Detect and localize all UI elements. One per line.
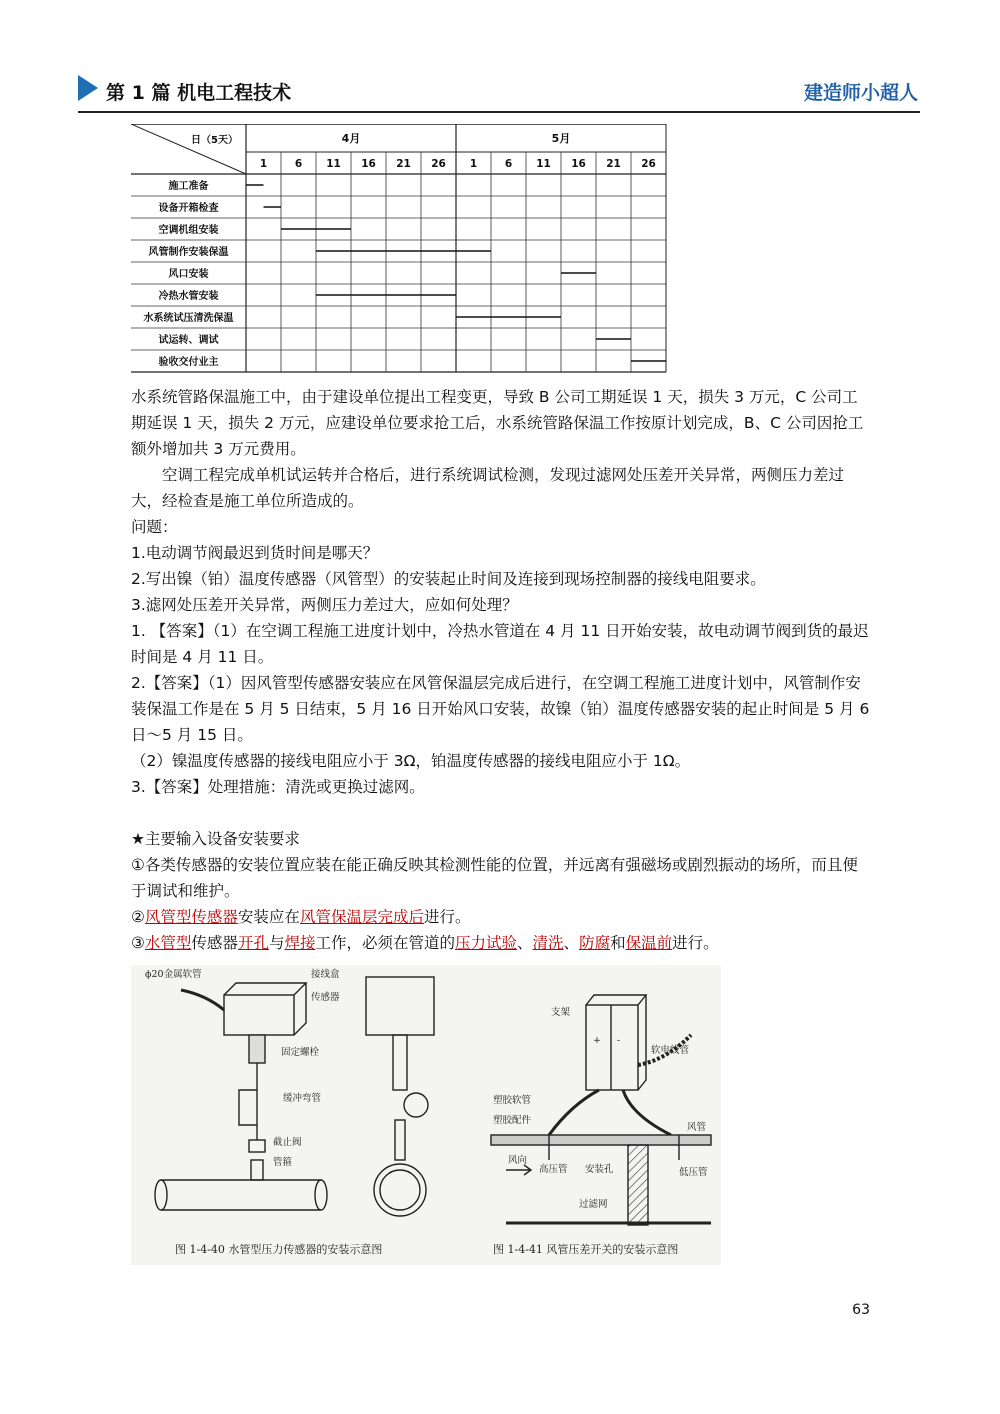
month-label: 5月 — [551, 132, 571, 145]
answer-2: 2.【答案】（1）因风管型传感器安装应在风管保温层完成后进行，在空调工程施工进度计划中，风管制作安装保温工作是在 5 月 5 日结束，5 月 16 日开始风口安装，故镍（铂）温度传感器安装的起止时间是 5 月 6 日～5 月 15 日。 — [131, 674, 870, 744]
highlight: 保温前 — [625, 934, 673, 952]
day-label: 26 — [431, 158, 446, 170]
text-span: 安装应在 — [237, 908, 300, 926]
label-mount-hole: 安装孔 — [585, 1164, 614, 1175]
label-junction-box: 接线盒 — [311, 969, 340, 980]
caption-right: 图 1-4-41 风管压差开关的安装示意图 — [493, 1243, 679, 1256]
brand-name: 建造师小超人 — [803, 82, 918, 104]
label-high-pipe: 高压管 — [539, 1164, 568, 1175]
label-bolt: 固定螺栓 — [281, 1047, 320, 1058]
duct-wall-shape — [491, 1135, 711, 1145]
requirements-heading: ★主要输入设备安装要求 — [131, 830, 300, 848]
label-plastic-fitting: 塑胶配件 — [493, 1115, 532, 1126]
label-buffer-pipe: 缓冲弯管 — [283, 1093, 322, 1104]
task-label: 施工准备 — [168, 181, 209, 192]
label-conduit: 软电线管 — [651, 1045, 690, 1056]
label-low-pipe: 低压管 — [679, 1167, 708, 1178]
label-bracket: 支架 — [551, 1007, 571, 1018]
label-plastic-hose: 塑胶软管 — [493, 1095, 532, 1106]
gantt-svg — [131, 124, 671, 374]
requirement-3 — [131, 930, 873, 956]
highlight: 压力试验 — [455, 934, 518, 952]
requirement-1: ①各类传感器的安装位置应装在能正确反映其检测性能的位置，并远离有强磁场或剧烈振动的场所，而且便于调试和维护。 — [131, 856, 858, 900]
corner-diagonal — [131, 124, 246, 174]
paragraph: 水系统管路保温施工中，由于建设单位提出工程变更，导致 B 公司工期延误 1 天，损失 3 万元，C 公司工期延误 1 天，损失 2 万元，应建设单位要求抢工后，水系统管路保温工作按原计划完成，B、C 公司因抢工额外增加共 3 万元费用。 — [131, 388, 864, 458]
task-label: 冷热水管安装 — [158, 291, 219, 302]
day-label: 6 — [294, 158, 303, 170]
highlight: 焊接 — [284, 934, 316, 952]
highlight: 水管型 — [144, 934, 192, 952]
label-duct: 风管 — [687, 1122, 707, 1133]
day-label: 26 — [641, 158, 656, 170]
day-label: 1 — [259, 158, 268, 170]
text-span: 、 — [563, 934, 580, 952]
task-label: 水系统试压清洗保温 — [143, 313, 234, 324]
day-label: 21 — [606, 158, 621, 170]
gantt-table — [131, 124, 671, 378]
text-span: 进行。 — [672, 934, 719, 952]
highlight: 风管保温层完成后 — [299, 908, 424, 926]
day-label: 16 — [361, 158, 376, 170]
question-1: 1.电动调节阀最迟到货时间是哪天？ — [131, 544, 379, 562]
label-minus: - — [617, 1035, 621, 1046]
spacer — [131, 800, 873, 826]
label-plus: + — [593, 1035, 601, 1046]
month-label: 4月 — [341, 132, 361, 145]
answer-1: 1. 【答案】（1）在空调工程施工进度计划中，冷热水管道在 4 月 11 日开始安装，故电动调节阀到货的最迟时间是 4 月 11 日。 — [131, 622, 869, 666]
label-sensor: 传感器 — [311, 992, 340, 1003]
section-title: 第 1 篇 机电工程技术 — [106, 82, 292, 104]
text-span: 、 — [517, 934, 533, 952]
task-label: 设备开箱检查 — [158, 203, 219, 214]
day-label: 11 — [326, 158, 341, 170]
header-rule — [78, 111, 920, 113]
task-label: 试运转、调试 — [158, 335, 219, 346]
day-label: 6 — [504, 158, 513, 170]
text-span: ② — [131, 908, 145, 926]
highlight: 风管型传感器 — [144, 908, 238, 926]
answer-2b: （2）镍温度传感器的接线电阻应小于 3Ω，铂温度传感器的接线电阻应小于 1Ω。 — [131, 752, 691, 770]
corner-label: 日（5天） — [191, 135, 238, 146]
text-span: 进行。 — [423, 908, 471, 926]
body-text — [131, 384, 873, 956]
caption-left: 图 1-4-40 水管型压力传感器的安装示意图 — [175, 1243, 383, 1256]
bolt-shape — [249, 1035, 265, 1063]
task-label: 验收交付业主 — [158, 357, 219, 368]
question-2: 2.写出镍（铂）温度传感器（风管型）的安装起止时间及连接到现场控制器的接线电阻要求。 — [131, 570, 766, 588]
task-label: 空调机组安装 — [158, 225, 219, 236]
text-span: ③ — [131, 934, 145, 952]
text-span: 和 — [610, 934, 626, 952]
task-label: 风口安装 — [168, 269, 209, 280]
highlight: 清洗 — [532, 934, 564, 952]
figures — [131, 965, 721, 1265]
paragraph: 空调工程完成单机试运转并合格后，进行系统调试检测，发现过滤网处压差开关异常，两侧压力差过大，经检查是施工单位所造成的。 — [131, 466, 845, 510]
label-pipe-seat: 管箍 — [273, 1157, 293, 1168]
task-label: 风管制作安装保温 — [148, 247, 229, 258]
label-hose: ϕ20金属软管 — [145, 969, 202, 980]
day-label: 11 — [536, 158, 551, 170]
text-span: 工作，必须在管道的 — [315, 934, 455, 952]
day-label: 21 — [396, 158, 411, 170]
answer-3: 3.【答案】处理措施：清洗或更换过滤网。 — [131, 778, 425, 796]
question-3: 3.滤网处压差开关异常，两侧压力差过大，应如何处理？ — [131, 596, 518, 614]
filter-shape — [628, 1145, 648, 1225]
day-label: 1 — [469, 158, 478, 170]
highlight: 开孔 — [237, 934, 269, 952]
highlight: 防腐 — [579, 934, 611, 952]
label-filter: 过滤网 — [579, 1199, 608, 1210]
label-stop-valve: 截止阀 — [273, 1137, 302, 1148]
day-label: 16 — [571, 158, 586, 170]
page-header — [0, 0, 1000, 130]
requirement-2 — [131, 904, 873, 930]
label-wind-direction: 风向 — [508, 1155, 528, 1166]
text-span: 与 — [268, 934, 285, 952]
text-span: 传感器 — [191, 934, 238, 952]
question-heading: 问题： — [131, 518, 178, 536]
figures-svg — [131, 965, 721, 1265]
page-number: 63 — [852, 1302, 870, 1318]
triangle-marker-icon — [78, 75, 98, 101]
